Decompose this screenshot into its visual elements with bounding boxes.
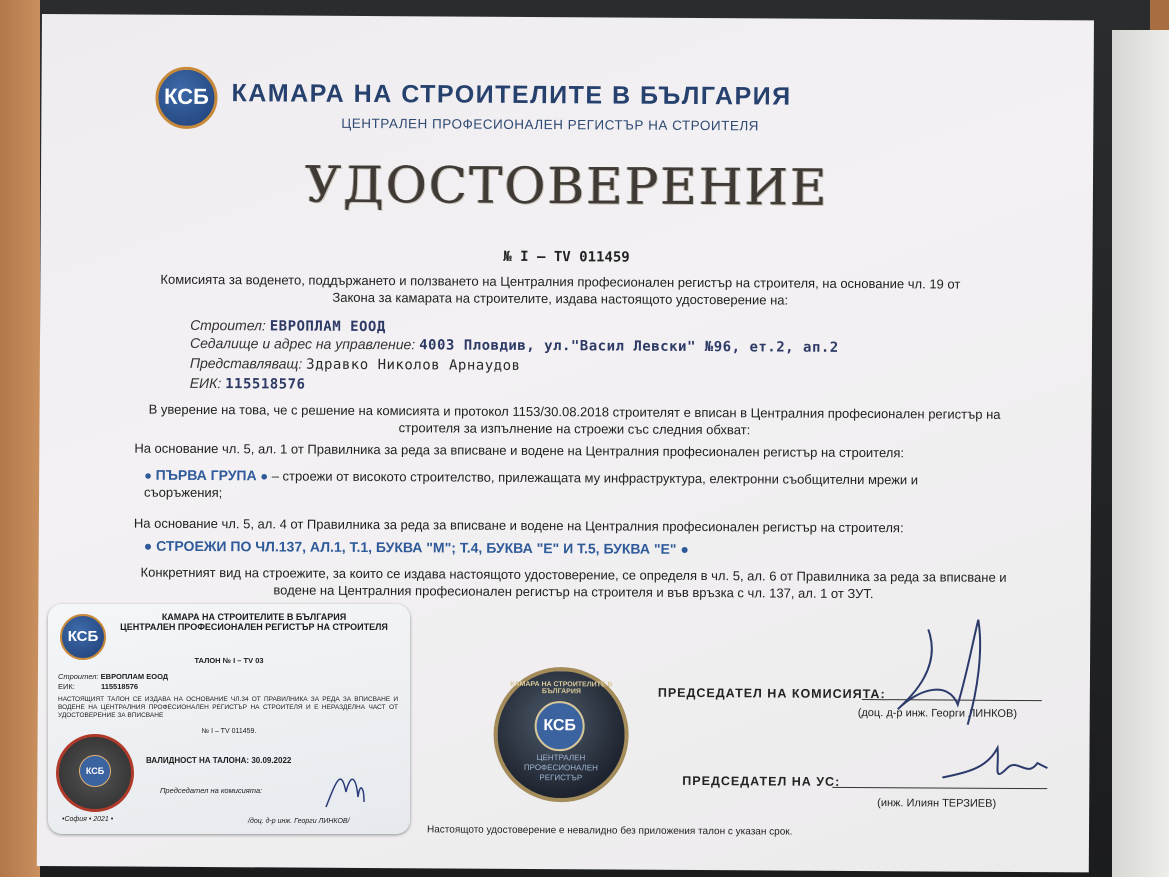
adjacent-page — [1112, 30, 1169, 877]
card-note: НАСТОЯЩИЯТ ТАЛОН СЕ ИЗДАВА НА ОСНОВАНИЕ ЧЛ.34 ОТ ПРАВИЛНИКА ЗА РЕДА ЗА ВПИСВАНЕ И ВОДЕНЕ НА ЦЕНТРАЛНИЯ ПРОФЕСИОНАЛЕН РЕГИСТЪР НА СТРОИТЕЛЯ И Е НЕРАЗДЕЛНА ЧАСТ ОТ УДОСТОВЕРЕНИЕ ЗА ВПИСВАНЕ — [58, 696, 398, 719]
seal-logo: КСБ — [535, 701, 585, 751]
card-logo: КСБ — [60, 614, 106, 660]
card-org-subtitle: ЦЕНТРАЛЕН ПРОФЕСИОНАЛЕН РЕГИСТЪР НА СТРОИТЕЛЯ — [120, 622, 388, 632]
chair-board-label: ПРЕДСЕДАТЕЛ НА УС: — [682, 773, 841, 789]
card-certificate-number: № I – TV 011459. — [201, 728, 257, 735]
organization-name: КАМАРА НА СТРОИТЕЛИТЕ В БЪЛГАРИЯ — [231, 79, 792, 111]
card-chair-name: /доц. д-р инж. Георги ЛИНКОВ/ — [248, 818, 350, 825]
card-eik-label: ЕИК: — [58, 682, 75, 691]
field-address — [190, 335, 839, 356]
logo-text: КСБ — [164, 83, 209, 110]
group-1-name: ПЪРВА ГРУПА — [155, 466, 257, 484]
talon-card — [48, 604, 410, 834]
field-label: Седалище и адрес на управление: — [189, 334, 416, 353]
group-2-entry — [144, 538, 689, 557]
card-eik-value: 115518576 — [100, 682, 139, 691]
bullet-icon: ● — [144, 467, 153, 483]
field-representative — [190, 355, 521, 374]
field-value: 115518576 — [225, 376, 306, 393]
chair-commission-label: ПРЕДСЕДАТЕЛ НА КОМИСИЯТА: — [657, 685, 886, 702]
document-number: № I – TV 011459 — [503, 248, 630, 266]
verification-paragraph: В уверение на това, че с решение на комисията и протокол 1153/30.08.2018 строителят е вписан в Централния професионален регистър на строителя за изпълнение на строежи със следния обхват: — [148, 401, 1001, 438]
intro-paragraph: Комисията за воденето, поддържането и ползването на Централния професионален регистър на строителя, на основание чл. 19 от Закона за камарата на строителите, издава настоящото удостоверение на: — [160, 271, 961, 308]
field-value: Здравко Николов Арнаудов — [306, 356, 521, 374]
card-talon-number: ТАЛОН № I – TV 03 — [194, 656, 264, 665]
field-value: ЕВРОПЛАМ ЕООД — [269, 318, 386, 336]
hologram-seal — [493, 667, 629, 803]
card-validity: ВАЛИДНОСТ НА ТАЛОНА: 30.09.2022 — [146, 756, 292, 765]
group-1-text: – строежи от високото строителство, прилежащата му инфраструктура, електронни съобщителни мрежи и съоръжения; — [144, 468, 919, 501]
card-org-name: КАМАРА НА СТРОИТЕЛИТЕ В БЪЛГАРИЯ — [161, 612, 347, 622]
chamber-logo — [155, 67, 217, 129]
card-builder-value: ЕВРОПЛАМ ЕООД — [100, 672, 169, 681]
bullet-icon: ● — [260, 468, 269, 484]
seal-ring-text: КАМАРА НА СТРОИТЕЛИТЕ В БЪЛГАРИЯ — [510, 680, 613, 696]
card-seal — [56, 734, 134, 812]
field-eik — [190, 375, 306, 393]
basis-1-paragraph: На основание чл. 5, ал. 1 от Правилника за реда за вписване и водене на Централния професионален регистър на строителя: — [134, 440, 905, 461]
card-seal-logo: КСБ — [79, 755, 111, 787]
card-chair-label: Председател на комисията: — [160, 786, 263, 795]
bullet-icon: ● — [143, 537, 153, 554]
field-label: ЕИК: — [189, 374, 222, 392]
field-builder — [190, 317, 386, 335]
chair-board-name: (инж. Илиян ТЕРЗИЕВ) — [877, 797, 997, 810]
group-2-text: СТРОЕЖИ ПО ЧЛ.137, АЛ.1, Т.1, БУКВА "М"; Т.4, БУКВА "Е" И Т.5, БУКВА "Е" — [156, 537, 677, 557]
organization-subtitle: ЦЕНТРАЛЕН ПРОФЕСИОНАЛЕН РЕГИСТЪР НА СТРОИТЕЛЯ — [341, 115, 760, 134]
signature-commission — [888, 609, 999, 730]
field-label: Строител: — [190, 316, 266, 334]
group-1-entry — [144, 467, 984, 506]
card-signature — [316, 762, 366, 812]
bullet-icon: ● — [680, 540, 689, 557]
specific-paragraph: Конкретният вид на строежите, за които се издава настоящото удостоверение, се определя в чл. 5, ал. 6 от Правилника за реда за вписване и водене на Централния професионален регистър на строителя и във връзка с чл. 137, ал. 1 от ЗУТ. — [140, 564, 1007, 602]
card-eik — [58, 682, 138, 691]
field-label: Представляващ: — [189, 354, 303, 372]
signature-board — [937, 737, 1057, 798]
document-title: УДОСТОВЕРЕНИЕ — [305, 155, 829, 217]
footer-note: Настоящото удостоверение е невалидно без приложения талон с указан срок. — [426, 824, 793, 838]
card-place-year: •София • 2021 • — [62, 816, 114, 823]
seal-inner-text: ЦЕНТРАЛЕН ПРОФЕСИОНАЛЕН РЕГИСТЪР — [523, 753, 598, 783]
card-builder-label: Строител: — [58, 672, 99, 681]
basis-2-paragraph: На основание чл. 5, ал. 4 от Правилника за реда за вписване и водене на Централния професионален регистър на строителя: — [133, 515, 904, 536]
chair-commission-name: (доц. д-р инж. Георги ЛИНКОВ) — [857, 706, 1018, 720]
card-builder — [58, 672, 168, 681]
field-value: 4003 Пловдив, ул."Васил Левски" №96, ет.2, ап.2 — [419, 337, 839, 356]
